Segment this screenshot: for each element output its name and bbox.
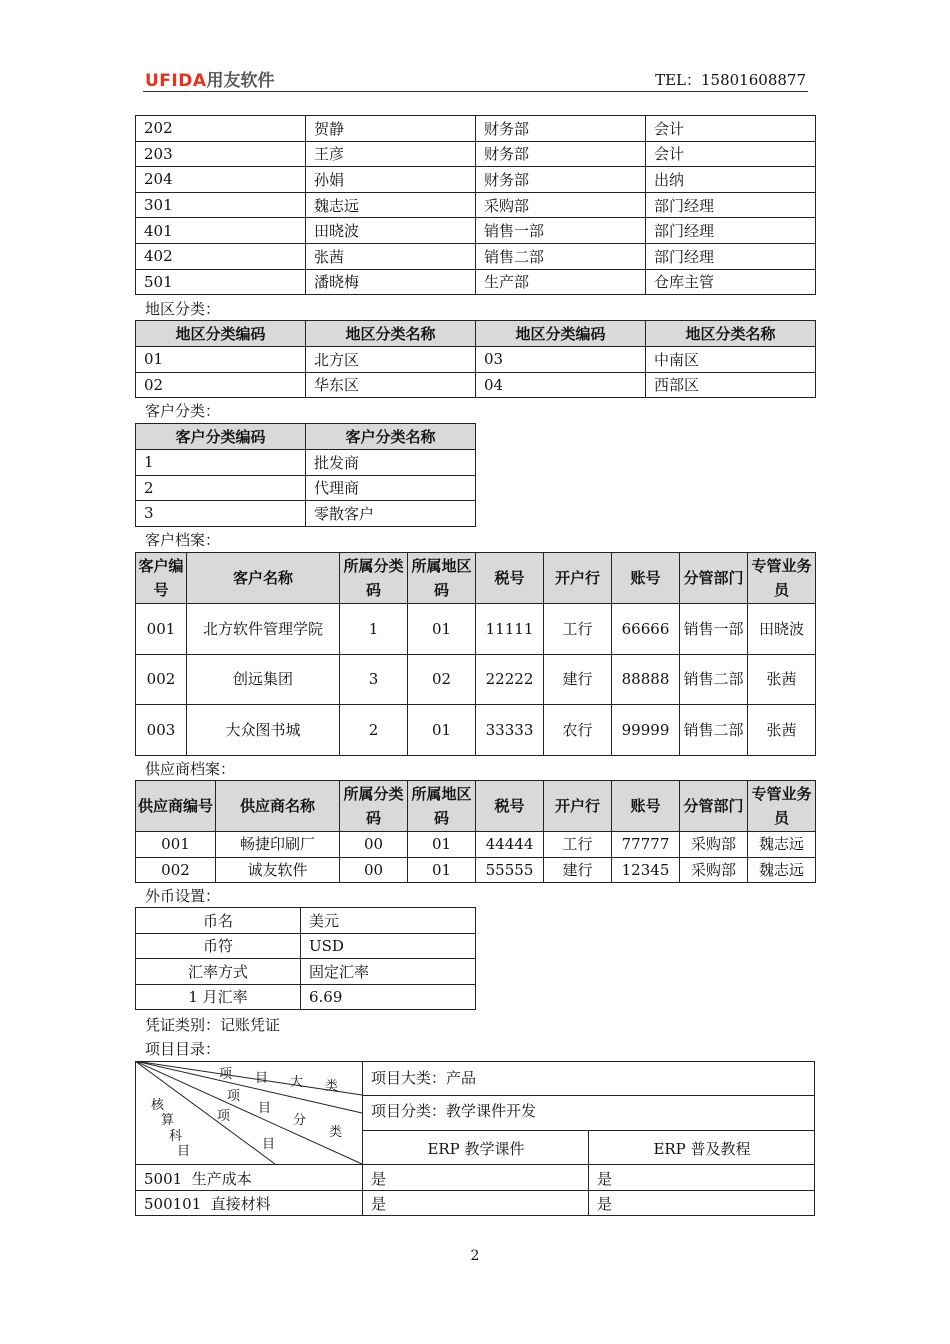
table-row	[136, 218, 816, 244]
table-cell: 建行	[544, 857, 612, 883]
table-cell: 002	[136, 654, 187, 705]
table-row	[136, 116, 816, 142]
column-header: 客户名称	[187, 553, 340, 604]
currency-table	[135, 907, 476, 1010]
diag-acct-2: 算	[161, 1113, 175, 1128]
project-big-class: 项目大类：产品	[371, 1069, 477, 1087]
table-cell: 币名	[136, 908, 301, 934]
table-cell: 002	[136, 857, 216, 883]
table-cell: 部门经理	[646, 192, 816, 218]
table-cell: 批发商	[306, 450, 476, 476]
project-row-1-v2: 是	[597, 1170, 613, 1188]
diag-item-1: 项	[217, 1109, 231, 1124]
table-cell: 农行	[544, 705, 612, 756]
table-cell: 01	[408, 604, 476, 655]
table-cell: 生产部	[476, 269, 646, 295]
diag-cls-1: 项	[227, 1089, 241, 1104]
table-row	[136, 475, 476, 501]
table-cell: 财务部	[476, 167, 646, 193]
currency-caption: 外币设置：	[145, 887, 221, 905]
column-header: 分管部门	[680, 781, 748, 832]
table-row	[136, 959, 476, 985]
table-row	[136, 705, 816, 756]
table-cell: 202	[136, 116, 306, 142]
table-cell: 01	[408, 832, 476, 858]
table-cell: 代理商	[306, 475, 476, 501]
diag-cls-3: 分	[293, 1113, 307, 1128]
supplier-caption: 供应商档案：	[145, 760, 236, 778]
table-cell: 财务部	[476, 141, 646, 167]
table-cell: 3	[136, 501, 306, 527]
voucher-type: 凭证类别：记账凭证	[145, 1016, 281, 1034]
table-cell: 2	[340, 705, 408, 756]
project-caption: 项目目录：	[145, 1040, 221, 1058]
table-cell: 02	[408, 654, 476, 705]
table-cell: 魏志远	[306, 192, 476, 218]
table-cell: 1 月汇率	[136, 984, 301, 1010]
table-row	[136, 501, 476, 527]
table-cell: 财务部	[476, 116, 646, 142]
table-cell: 6.69	[301, 984, 476, 1010]
table-row	[136, 604, 816, 655]
column-header: 专管业务员	[748, 553, 816, 604]
table-row	[136, 984, 476, 1010]
customer-class-caption: 客户分类：	[145, 402, 221, 420]
diag-acct-3: 科	[169, 1129, 183, 1144]
table-cell: 畅捷印刷厂	[216, 832, 340, 858]
table-cell: 采购部	[680, 857, 748, 883]
customer-table	[135, 552, 816, 756]
table-cell: 501	[136, 269, 306, 295]
table-cell: 04	[476, 372, 646, 398]
table-cell: 99999	[612, 705, 680, 756]
table-cell: 大众图书城	[187, 705, 340, 756]
table-cell: 销售一部	[476, 218, 646, 244]
brand-cn: 用友软件	[206, 71, 275, 91]
table-cell: 潘晓梅	[306, 269, 476, 295]
table-cell: 301	[136, 192, 306, 218]
table-row	[136, 192, 816, 218]
column-header: 客户分类名称	[306, 424, 476, 450]
table-cell: 1	[340, 604, 408, 655]
table-row	[136, 269, 816, 295]
project-table	[135, 1061, 815, 1216]
table-cell: 创远集团	[187, 654, 340, 705]
table-cell: 11111	[476, 604, 544, 655]
project-row-2-name: 500101 直接材料	[144, 1195, 271, 1213]
table-cell: 田晓波	[306, 218, 476, 244]
header-rule	[143, 91, 808, 92]
table-cell: 会计	[646, 116, 816, 142]
table-cell: 402	[136, 243, 306, 269]
diag-big-3: 大	[290, 1075, 304, 1090]
column-header: 开户行	[544, 781, 612, 832]
project-row-1-name: 5001 生产成本	[144, 1170, 252, 1188]
header-tel: TEL：15801608877	[655, 71, 806, 89]
table-cell: 00	[340, 857, 408, 883]
brand-en: UFIDA	[145, 71, 207, 91]
column-header: 客户编号	[136, 553, 187, 604]
table-cell: 销售二部	[680, 705, 748, 756]
table-cell: 01	[408, 857, 476, 883]
table-cell: 88888	[612, 654, 680, 705]
column-header: 所属地区码	[408, 781, 476, 832]
table-cell: 02	[136, 372, 306, 398]
table-row	[136, 347, 816, 373]
diag-big-1: 项	[219, 1067, 233, 1082]
table-cell: 北方软件管理学院	[187, 604, 340, 655]
table-row	[136, 832, 816, 858]
column-header: 供应商名称	[216, 781, 340, 832]
table-cell: 会计	[646, 141, 816, 167]
table-cell: 出纳	[646, 167, 816, 193]
table-cell: 2	[136, 475, 306, 501]
table-cell: 王彦	[306, 141, 476, 167]
diag-item-2: 目	[262, 1137, 276, 1152]
table-cell: 1	[136, 450, 306, 476]
table-cell: 66666	[612, 604, 680, 655]
column-header: 账号	[612, 553, 680, 604]
customer-class-table	[135, 423, 476, 527]
table-cell: 销售一部	[680, 604, 748, 655]
table-cell: 01	[408, 705, 476, 756]
table-cell: 汇率方式	[136, 959, 301, 985]
table-cell: 中南区	[646, 347, 816, 373]
table-cell: 魏志远	[748, 857, 816, 883]
column-header: 所属分类码	[340, 553, 408, 604]
table-cell: 401	[136, 218, 306, 244]
table-cell: 币符	[136, 933, 301, 959]
column-header: 所属分类码	[340, 781, 408, 832]
page-number: 2	[470, 1248, 480, 1264]
table-cell: 204	[136, 167, 306, 193]
table-row	[136, 933, 476, 959]
table-cell: 01	[136, 347, 306, 373]
table-cell: 部门经理	[646, 218, 816, 244]
brand-logo	[145, 66, 275, 91]
table-cell: 固定汇率	[301, 959, 476, 985]
table-row	[136, 450, 476, 476]
table-cell: 3	[340, 654, 408, 705]
table-cell: 张茜	[306, 243, 476, 269]
column-header: 分管部门	[680, 553, 748, 604]
column-header: 税号	[476, 553, 544, 604]
column-header: 地区分类名称	[646, 321, 816, 347]
region-caption: 地区分类：	[145, 300, 221, 318]
table-cell: 采购部	[476, 192, 646, 218]
project-row-2-v2: 是	[597, 1195, 613, 1213]
table-cell: 03	[476, 347, 646, 373]
table-cell: 003	[136, 705, 187, 756]
diag-cls-2: 目	[258, 1101, 272, 1116]
table-cell: 22222	[476, 654, 544, 705]
table-cell: 贺静	[306, 116, 476, 142]
table-cell: 张茜	[748, 705, 816, 756]
table-cell: 00	[340, 832, 408, 858]
table-cell: USD	[301, 933, 476, 959]
column-header: 地区分类编码	[136, 321, 306, 347]
table-cell: 华东区	[306, 372, 476, 398]
column-header: 专管业务员	[748, 781, 816, 832]
column-header: 开户行	[544, 553, 612, 604]
diag-big-4: 类	[325, 1079, 339, 1094]
table-cell: 魏志远	[748, 832, 816, 858]
project-row-2-v1: 是	[371, 1195, 387, 1213]
diag-cls-4: 类	[329, 1125, 343, 1140]
column-header: 账号	[612, 781, 680, 832]
customer-caption: 客户档案：	[145, 531, 221, 549]
project-row-1-v1: 是	[371, 1170, 387, 1188]
table-row	[136, 372, 816, 398]
table-cell: 孙娟	[306, 167, 476, 193]
table-cell: 销售二部	[680, 654, 748, 705]
project-col-2: ERP 普及教程	[653, 1140, 751, 1158]
diag-big-2: 目	[255, 1071, 269, 1086]
table-cell: 001	[136, 604, 187, 655]
diag-acct-4: 目	[177, 1144, 191, 1159]
region-table	[135, 320, 816, 398]
table-row	[136, 654, 816, 705]
column-header: 地区分类编码	[476, 321, 646, 347]
employee-table	[135, 115, 816, 295]
table-cell: 77777	[612, 832, 680, 858]
table-cell: 工行	[544, 604, 612, 655]
table-cell: 西部区	[646, 372, 816, 398]
project-sub-class: 项目分类：教学课件开发	[371, 1102, 537, 1120]
table-cell: 销售二部	[476, 243, 646, 269]
project-col-1: ERP 教学课件	[427, 1140, 525, 1158]
table-row	[136, 908, 476, 934]
table-cell: 部门经理	[646, 243, 816, 269]
diag-acct-1: 核	[151, 1098, 165, 1113]
table-cell: 田晓波	[748, 604, 816, 655]
table-cell: 建行	[544, 654, 612, 705]
column-header: 税号	[476, 781, 544, 832]
table-cell: 采购部	[680, 832, 748, 858]
table-cell: 工行	[544, 832, 612, 858]
table-cell: 零散客户	[306, 501, 476, 527]
column-header: 地区分类名称	[306, 321, 476, 347]
table-cell: 33333	[476, 705, 544, 756]
table-cell: 张茜	[748, 654, 816, 705]
supplier-table	[135, 780, 816, 883]
table-row	[136, 141, 816, 167]
table-cell: 北方区	[306, 347, 476, 373]
table-cell: 203	[136, 141, 306, 167]
table-row	[136, 243, 816, 269]
table-row	[136, 857, 816, 883]
column-header: 供应商编号	[136, 781, 216, 832]
column-header: 客户分类编码	[136, 424, 306, 450]
table-cell: 美元	[301, 908, 476, 934]
table-cell: 12345	[612, 857, 680, 883]
table-cell: 诚友软件	[216, 857, 340, 883]
table-cell: 55555	[476, 857, 544, 883]
table-cell: 44444	[476, 832, 544, 858]
column-header: 所属地区码	[408, 553, 476, 604]
table-cell: 仓库主管	[646, 269, 816, 295]
table-row	[136, 167, 816, 193]
table-cell: 001	[136, 832, 216, 858]
